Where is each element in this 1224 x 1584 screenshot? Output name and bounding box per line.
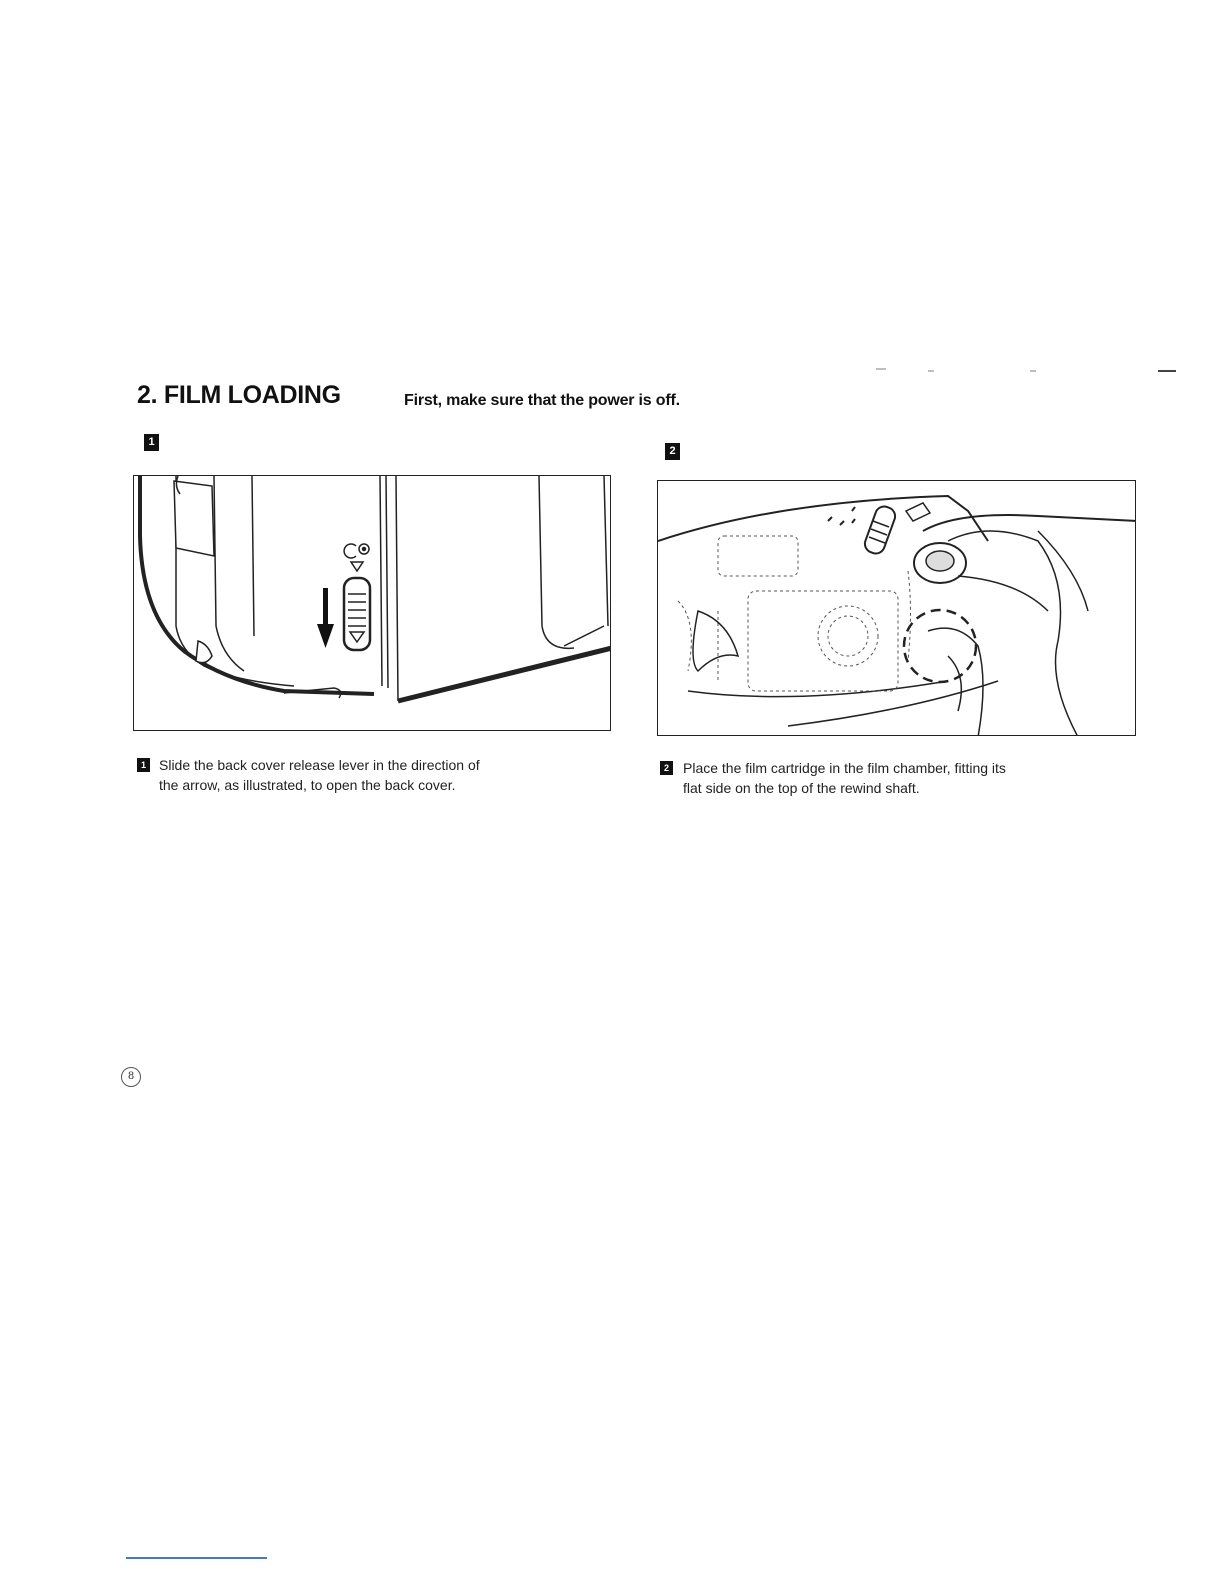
step-2-caption-line-1: Place the film cartridge in the film chamber, fitting its bbox=[683, 760, 1006, 776]
top-mark-2 bbox=[928, 370, 934, 372]
film-cartridge-drawing bbox=[658, 481, 1136, 736]
step-1-caption-line-2: the arrow, as illustrated, to open the back cover. bbox=[159, 777, 456, 793]
step-1-caption-badge: 1 bbox=[137, 758, 150, 772]
bottom-rule bbox=[126, 1557, 267, 1559]
step-1-badge: 1 bbox=[144, 434, 159, 451]
page-number: 8 bbox=[121, 1067, 141, 1087]
step-2-badge: 2 bbox=[665, 443, 680, 460]
step-2-caption-line-2: flat side on the top of the rewind shaft. bbox=[683, 780, 920, 796]
step-1-caption-line-1: Slide the back cover release lever in the direction of bbox=[159, 757, 480, 773]
top-mark-1 bbox=[876, 368, 886, 370]
step-1-caption bbox=[137, 755, 607, 795]
step-2-illustration bbox=[657, 480, 1136, 736]
step-1-illustration bbox=[133, 475, 611, 731]
step-2-caption-badge: 2 bbox=[660, 761, 673, 775]
step-2-caption bbox=[660, 758, 1130, 798]
section-subtitle: First, make sure that the power is off. bbox=[404, 392, 680, 409]
top-mark-3 bbox=[1030, 370, 1036, 372]
top-right-rule bbox=[1158, 370, 1176, 372]
back-cover-lever-drawing bbox=[134, 476, 611, 731]
section-title: 2. FILM LOADING bbox=[137, 381, 341, 409]
